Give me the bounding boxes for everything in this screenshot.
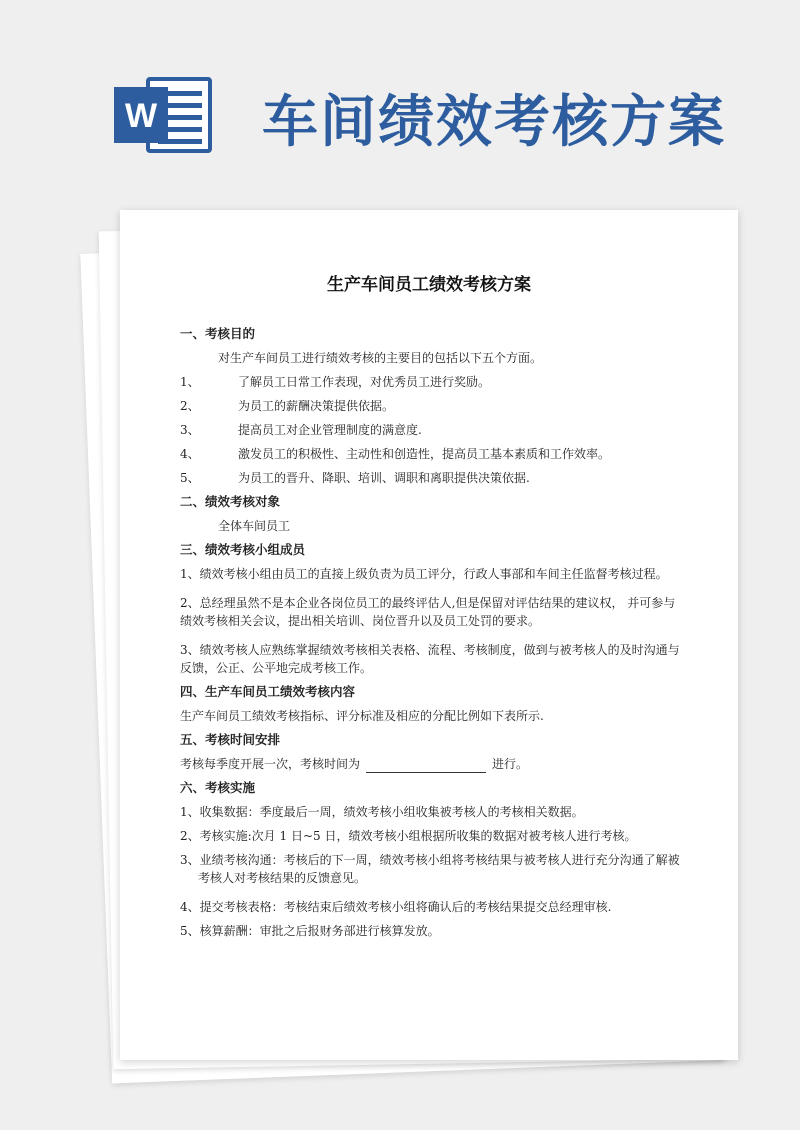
list-item — [180, 469, 680, 487]
section-intro: 对生产车间员工进行绩效考核的主要目的包括以下五个方面。 — [218, 351, 543, 365]
list-item — [180, 421, 680, 439]
list-text: 激发员工的积极性、主动性和创造性，提高员工基本素质和工作效率。 — [238, 447, 611, 461]
schedule-text: 考核每季度开展一次，考核时间为 — [180, 757, 361, 771]
document-page — [120, 210, 738, 1060]
schedule-text-end: 进行。 — [492, 757, 529, 771]
fill-in-blank[interactable] — [366, 758, 486, 773]
schedule-line — [180, 755, 680, 773]
list-item: 1、收集数据：季度最后一周，绩效考核小组收集被考核人的考核相关数据。 — [180, 805, 584, 819]
section-heading: 六、考核实施 — [180, 780, 256, 795]
list-item: 3、业绩考核沟通：考核后的下一周，绩效考核小组将考核结果与被考核人进行充分沟通了解被考核人对考核结果的反馈意见。 — [180, 853, 680, 885]
paragraph: 生产车间员工绩效考核指标、评分标准及相应的分配比例如下表所示. — [180, 709, 544, 723]
document-body — [180, 325, 680, 946]
list-item — [180, 373, 680, 391]
list-text: 为员工的薪酬决策提供依据。 — [238, 399, 395, 413]
list-item: 5、核算薪酬：审批之后报财务部进行核算发放。 — [180, 924, 440, 938]
section-heading: 三、绩效考核小组成员 — [180, 542, 306, 557]
list-text: 了解员工日常工作表现，对优秀员工进行奖励。 — [238, 375, 491, 389]
banner-title: 车间绩效考核方案 — [262, 90, 726, 155]
paragraph: 3、绩效考核人应熟练掌握绩效考核相关表格、流程、考核制度，做到与被考核人的及时沟通与反馈，公正、公平地完成考核工作。 — [180, 643, 680, 675]
banner — [0, 0, 800, 180]
section-text: 全体车间员工 — [218, 519, 291, 533]
section-heading: 一、考核目的 — [180, 326, 256, 341]
list-number: 1、 — [180, 375, 200, 389]
list-number: 5、 — [180, 471, 200, 485]
list-text: 为员工的晋升、降职、培训、调职和离职提供决策依据. — [238, 471, 530, 485]
list-item — [180, 445, 680, 463]
paragraph: 2、总经理虽然不是本企业各岗位员工的最终评估人,但是保留对评估结果的建议权， 并可参与绩效考核相关会议，提出相关培训、岗位晋升以及员工处罚的要求。 — [180, 596, 676, 628]
word-logo-letter: W — [124, 97, 158, 135]
section-heading: 四、生产车间员工绩效考核内容 — [180, 684, 356, 699]
list-text: 提高员工对企业管理制度的满意度. — [238, 423, 422, 437]
word-document-icon — [110, 75, 215, 155]
list-number: 3、 — [180, 423, 200, 437]
list-item: 2、考核实施:次月 1 日~5 日，绩效考核小组根据所收集的数据对被考核人进行考核。 — [180, 829, 637, 843]
paragraph: 1、绩效考核小组由员工的直接上级负责为员工评分，行政人事部和车间主任监督考核过程。 — [180, 567, 668, 581]
section-heading: 二、绩效考核对象 — [180, 494, 281, 509]
list-number: 4、 — [180, 447, 200, 461]
document-title: 生产车间员工绩效考核方案 — [327, 275, 531, 295]
list-item: 4、提交考核表格：考核结束后绩效考核小组将确认后的考核结果提交总经理审核. — [180, 900, 612, 914]
section-heading: 五、考核时间安排 — [180, 732, 281, 747]
list-item — [180, 397, 680, 415]
list-number: 2、 — [180, 399, 200, 413]
